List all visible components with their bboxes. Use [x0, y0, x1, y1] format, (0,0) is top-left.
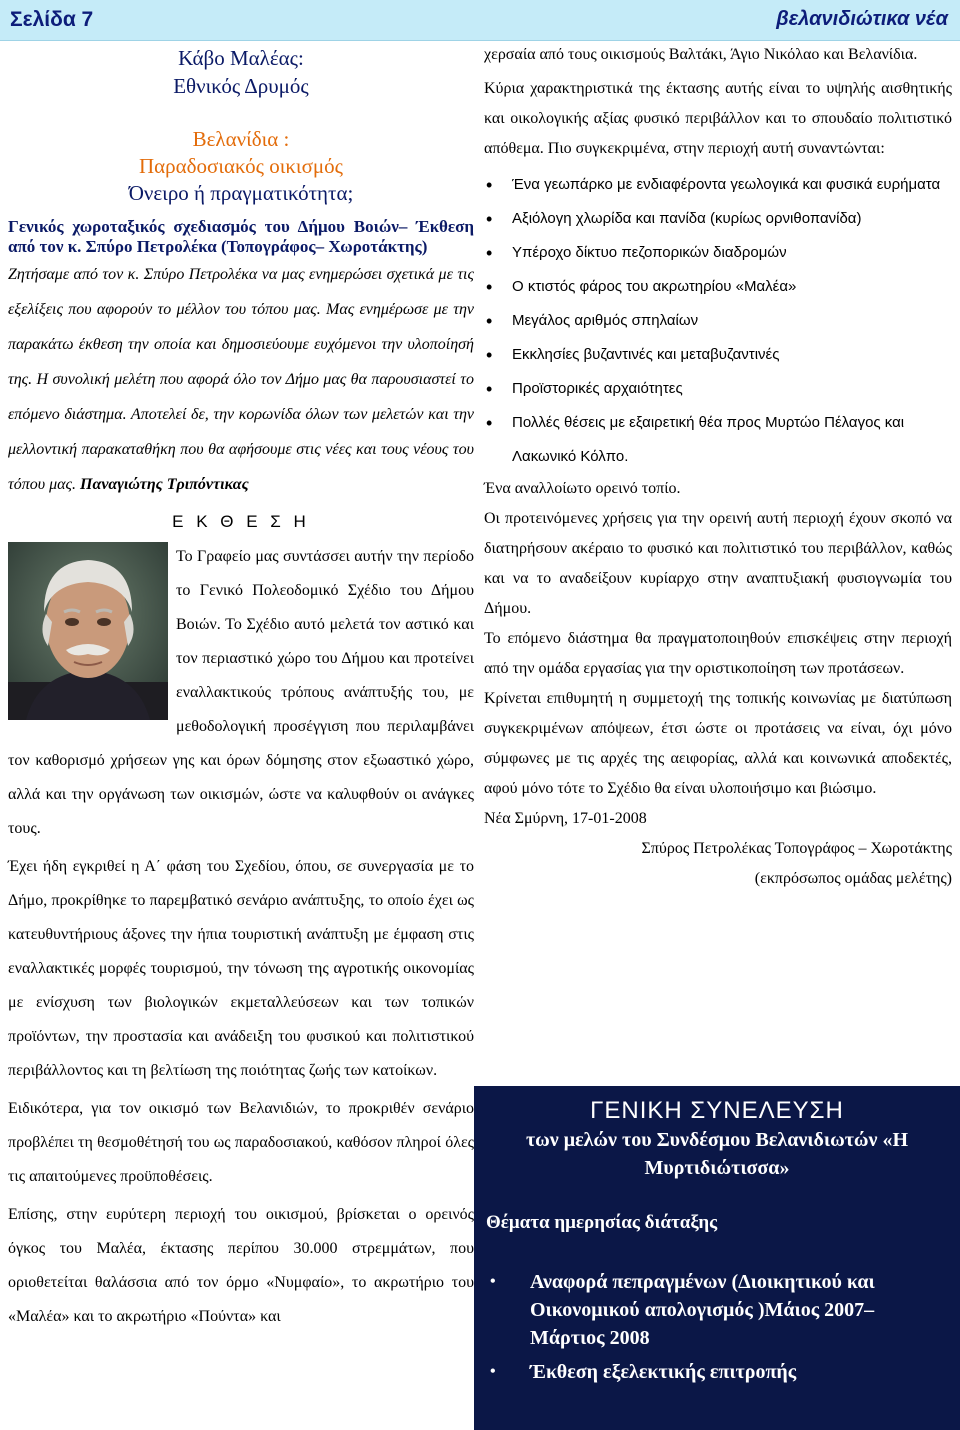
subtitle-line2: Παραδοσιακός οικισμός — [139, 154, 343, 178]
report-paragraph-2: Έχει ήδη εγκριθεί η Α΄ φάση του Σχεδίου, όπου, σε συνεργασία με το Δήμο, προκρίθηκε το παρεμβατικό σενάριο ανάπτυξης, το οποίο έχει ως κατευθυντήριους άξονες την ήπια τουριστική ανάπτυξη με έμφαση στις εναλλακτικές μορφές τουρισμού, την τόνωση της αγροτικής οικονομίας με ενίσχυση των βιολογικών εκμεταλλεύσεων και των τοπικών προϊόντων, την προστασία και ανάδειξη του φυσικού και πολιτιστικού περιβάλλοντος και τη βελτίωση της ποιότητας ζωής των κατοίκων. — [8, 858, 474, 1079]
features-list — [484, 168, 952, 474]
intro-author: Παναγιώτης Τριπόντικας — [80, 476, 249, 493]
uses-paragraph: Οι προτεινόμενες χρήσεις για την ορεινή αυτή περιοχή έχουν σκοπό να διατηρήσουν ακέραιο το φυσικό και πολιτιστικό του περιβάλλον, καθώς και να το αναδείξουν κυρίαρχο στην αναπτυξιακή φυσιογνωμία του Δήμου. — [484, 510, 952, 617]
report-paragraph-1-text: Το Γραφείο μας συντάσσει αυτήν την περίοδο το Γενικό Πολεοδομικό Σχέδιο του Δήμου Βοιών. Το Σχέδιο αυτό μελετά τον αστικό και τον περιαστικό χώρο του Δήμου και προτείνει εναλλακτικούς τρόπους ανάπτυξής του, με μεθοδολογική προσέγγιση που περιλαμβάνει τον καθορισμό χρήσεων γης και όρων δόμησης στον εξωαστικό χώρο, αλλά και την οργάνωση των οικισμών, ώστε να καλυφθούν οι ανάγκες τους. — [8, 548, 474, 837]
agenda-item: • Αναφορά πεπραγμένων (Διοικητικού και Οικονομικού απολογισμός )Μάιος 2007– Μάρτιος 2008 — [490, 1268, 950, 1352]
question-heading: Όνειρο ή πραγματικότητα; — [128, 181, 354, 205]
list-item: • Προϊστορικές αρχαιότητες — [484, 372, 952, 406]
signature-role: (εκπρόσωπος ομάδας μελέτης) — [754, 870, 952, 887]
report-paragraph-4: Επίσης, στην ευρύτερη περιοχή του οικισμού, βρίσκεται ο ορεινός όγκος του Μαλέα, έκτασης περίπου 30.000 στρεμμάτων, που οριοθετείται θαλάσσια από τον όρμο «Νυμφαίο», το ακρωτήριο του «Μαλέα» και το ακρωτήριο «Πούντα» και — [8, 1206, 474, 1325]
general-assembly-box — [474, 1086, 960, 1430]
signature: Σπύρος Πετρολέκας Τοπογράφος – Χωροτάκτης — [641, 840, 952, 857]
agenda-title: Θέματα ημερησίας διάταξης — [486, 1212, 718, 1233]
report-paragraph-1 — [8, 540, 474, 846]
author-photo — [8, 542, 168, 720]
assembly-title: ΓΕΝΙΚΗ ΣΥΝΕΛΕΥΣΗ — [590, 1097, 844, 1124]
intro-text: Ζητήσαμε από τον κ. Σπύρο Πετρολέκα να μας ενημερώσει σχετικά με τις εξελίξεις που αφορούν το μέλλον του τόπου μας. Μας ενημέρωσε με την παρακάτω έκθεση την οποία και δημοσιεύουμε ευχόμενοι την υλοποίησή της. Η συνολική μελέτη που αφορά όλο τον Δήμο μας θα παρουσιαστεί το επόμενο διάστημα. Αποτελεί δε, την κορωνίδα όλων των μελετών και την μελλοντική παρακαταθήκη που θα αφήσουμε στις νέες και τους νέους του τόπου μας. — [8, 266, 474, 493]
list-item: • Αξιόλογη χλωρίδα και πανίδα (κυρίως ορνιθοπανίδα) — [484, 202, 952, 236]
agenda-item: • Έκθεση εξελεκτικής επιτροπής — [490, 1358, 950, 1386]
place-date: Νέα Σμύρνη, 17-01-2008 — [484, 810, 647, 827]
left-column — [8, 40, 474, 1338]
agenda-list — [474, 1268, 960, 1386]
report-paragraph-3: Ειδικότερα, για τον οικισμό των Βελανιδιών, το προκριθέν σενάριο προβλέπει τη θεσμοθέτησή του ως παραδοσιακού, καθόσον πληροί όλες τις απαιτούμενες προϋποθέσεις. — [8, 1100, 474, 1185]
list-item: • Υπέροχο δίκτυο πεζοπορικών διαδρομών — [484, 236, 952, 270]
list-item: • Πολλές θέσεις με εξαιρετική θέα προς Μυρτώο Πέλαγος και Λακωνικό Κόλπο. — [484, 406, 952, 474]
portrait-image — [8, 542, 168, 720]
participation-paragraph: Κρίνεται επιθυμητή η συμμετοχή της τοπικής κοινωνίας με διατύπωση συγκεκριμένων απόψεων, έτσι ώστε οι προτάσεις να είναι, όχι μόνο σύμφωνες με τις αρχές της αειφορίας, αλλά και κοινωνικά αποδεκτές, αφού μόνο τότε το Σχέδιο θα είναι υλοποιήσιμο και βιώσιμο. — [484, 690, 952, 797]
byline: Γενικός χωροταξικός σχεδιασμός του Δήμου Βοιών– Έκθεση από τον κ. Σπύρο Πετρολέκα (Τοπογράφος– Χωροτάκτης) — [8, 217, 474, 256]
assembly-subtitle: των μελών του Συνδέσμου Βελανιδιωτών «Η Μυρτιδιώτισσα» — [525, 1129, 909, 1179]
newsletter-title: βελανιδιώτικα νέα — [776, 8, 948, 30]
report-heading: Ε Κ Θ Ε Σ Η — [172, 512, 310, 531]
subtitle-line1: Βελανίδια : — [192, 127, 290, 151]
list-item: • Ένα γεωπάρκο με ενδιαφέροντα γεωλογικά και φυσικά ευρήματα — [484, 168, 952, 202]
continued-paragraph: χερσαία από τους οικισμούς Βαλτάκι, Άγιο Νικόλαο και Βελανίδια. — [484, 46, 918, 63]
page-header — [0, 0, 960, 41]
page-number: Σελίδα 7 — [10, 8, 94, 31]
features-intro: Κύρια χαρακτηριστικά της έκτασης αυτής είναι το υψηλής αισθητικής και οικολογικής αξίας φυσικό περιβάλλον και το σπουδαίο πολιτιστικό απόθεμα. Πιο συγκεκριμένα, στην περιοχή αυτή συναντώνται: — [484, 80, 952, 157]
list-item: • Μεγάλος αριθμός σπηλαίων — [484, 304, 952, 338]
intro-paragraph — [8, 257, 474, 502]
right-column — [484, 40, 952, 894]
unaltered-landscape: Ένα αναλλοίωτο ορεινό τοπίο. — [484, 480, 681, 497]
article-title-line1: Κάβο Μαλέας: — [178, 46, 304, 70]
list-item: • Εκκλησίες βυζαντινές και μεταβυζαντινές — [484, 338, 952, 372]
next-steps-paragraph: Το επόμενο διάστημα θα πραγματοποιηθούν επισκέψεις στην περιοχή από την ομάδα εργασίας για την οριστικοποίηση των προτάσεων. — [484, 630, 952, 677]
article-title-line2: Εθνικός Δρυμός — [173, 74, 309, 98]
list-item: • Ο κτιστός φάρος του ακρωτηρίου «Μαλέα» — [484, 270, 952, 304]
